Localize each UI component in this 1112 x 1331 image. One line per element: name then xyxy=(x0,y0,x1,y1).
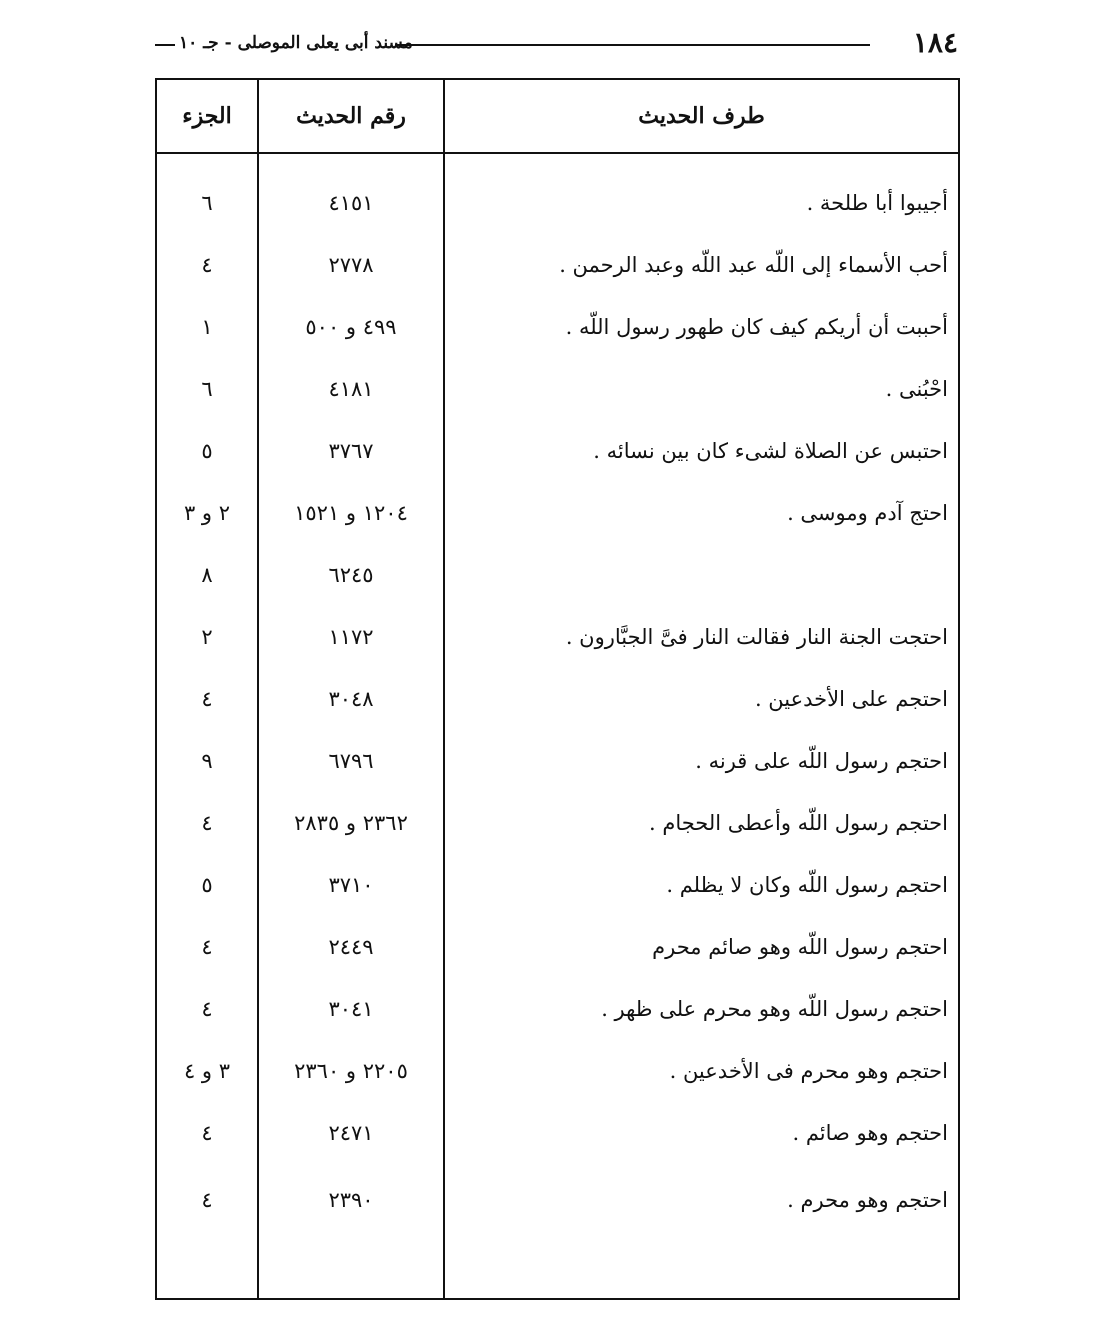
volume-number: ٤ xyxy=(156,1164,258,1299)
running-header xyxy=(155,26,958,60)
volume-number: ٢ xyxy=(156,606,258,668)
table-row xyxy=(156,668,959,730)
volume-number: ٤ xyxy=(156,234,258,296)
volume-number: ٤ xyxy=(156,792,258,854)
volume-number: ٥ xyxy=(156,854,258,916)
volume-number: ٩ xyxy=(156,730,258,792)
hadith-number: ٣٠٤٨ xyxy=(258,668,444,730)
table-row xyxy=(156,544,959,606)
volume-number: ٤ xyxy=(156,668,258,730)
column-header-volume: الجزء xyxy=(156,79,258,153)
hadith-number: ١١٧٢ xyxy=(258,606,444,668)
volume-number: ٤ xyxy=(156,916,258,978)
hadith-text: احتجم رسول اللّه وهو محرم على ظهر . xyxy=(444,978,959,1040)
table-row xyxy=(156,916,959,978)
hadith-text: احتجت الجنة النار فقالت النار فىَّ الجبَّارون . xyxy=(444,606,959,668)
hadith-text: أجيبوا أبا طلحة . xyxy=(444,153,959,234)
column-header-number: رقم الحديث xyxy=(258,79,444,153)
column-header-hadith: طرف الحديث xyxy=(444,79,959,153)
page-number: ١٨٤ xyxy=(912,26,958,59)
table-row xyxy=(156,854,959,916)
header-rule xyxy=(395,44,870,46)
header-rule-end xyxy=(155,44,175,46)
hadith-number: ٣٠٤١ xyxy=(258,978,444,1040)
hadith-text: احتجم رسول اللّه على قرنه . xyxy=(444,730,959,792)
table-row xyxy=(156,420,959,482)
volume-number: ٨ xyxy=(156,544,258,606)
hadith-index-table xyxy=(155,78,960,1300)
hadith-text: احْبُنى . xyxy=(444,358,959,420)
hadith-number: ٤١٥١ xyxy=(258,153,444,234)
volume-number: ٢ و ٣ xyxy=(156,482,258,544)
volume-number: ٤ xyxy=(156,978,258,1040)
hadith-number: ١٢٠٤ و ١٥٢١ xyxy=(258,482,444,544)
table-row xyxy=(156,978,959,1040)
volume-number: ٣ و ٤ xyxy=(156,1040,258,1102)
hadith-number: ٤١٨١ xyxy=(258,358,444,420)
table-row xyxy=(156,482,959,544)
volume-number: ٦ xyxy=(156,153,258,234)
table-row xyxy=(156,296,959,358)
table-row xyxy=(156,606,959,668)
hadith-text: احتبس عن الصلاة لشىء كان بين نسائه . xyxy=(444,420,959,482)
hadith-text: احتجم رسول اللّه وهو صائم محرم xyxy=(444,916,959,978)
volume-number: ١ xyxy=(156,296,258,358)
hadith-number: ٢٢٠٥ و ٢٣٦٠ xyxy=(258,1040,444,1102)
table-row xyxy=(156,1102,959,1164)
hadith-number: ٢٤٧١ xyxy=(258,1102,444,1164)
table-row xyxy=(156,358,959,420)
hadith-text: احتجم رسول اللّه وكان لا يظلم . xyxy=(444,854,959,916)
hadith-number: ٢٤٤٩ xyxy=(258,916,444,978)
volume-number: ٥ xyxy=(156,420,258,482)
running-title: مسند أبى يعلى الموصلى - جـ ١٠ xyxy=(179,33,413,53)
hadith-number: ٤٩٩ و ٥٠٠ xyxy=(258,296,444,358)
hadith-text xyxy=(444,544,959,606)
hadith-number: ٣٧٦٧ xyxy=(258,420,444,482)
table-row xyxy=(156,1040,959,1102)
hadith-text: احتج آدم وموسى . xyxy=(444,482,959,544)
hadith-text: احتجم وهو صائم . xyxy=(444,1102,959,1164)
hadith-number: ٣٧١٠ xyxy=(258,854,444,916)
table-row xyxy=(156,730,959,792)
table-row xyxy=(156,153,959,234)
table-header-row xyxy=(156,79,959,153)
hadith-number: ٦٧٩٦ xyxy=(258,730,444,792)
hadith-number: ٢٣٦٢ و ٢٨٣٥ xyxy=(258,792,444,854)
hadith-text: احتجم رسول اللّه وأعطى الحجام . xyxy=(444,792,959,854)
table-row xyxy=(156,234,959,296)
table-row xyxy=(156,1164,959,1299)
hadith-number: ٢٣٩٠ xyxy=(258,1164,444,1299)
hadith-text: احتجم على الأخدعين . xyxy=(444,668,959,730)
hadith-text: أحببت أن أريكم كيف كان طهور رسول اللّه . xyxy=(444,296,959,358)
volume-number: ٤ xyxy=(156,1102,258,1164)
hadith-text: احتجم وهو محرم فى الأخدعين . xyxy=(444,1040,959,1102)
volume-number: ٦ xyxy=(156,358,258,420)
hadith-number: ٦٢٤٥ xyxy=(258,544,444,606)
hadith-number: ٢٧٧٨ xyxy=(258,234,444,296)
hadith-text: أحب الأسماء إلى اللّه عبد اللّه وعبد الرحمن . xyxy=(444,234,959,296)
hadith-text: احتجم وهو محرم . xyxy=(444,1164,959,1299)
table-row xyxy=(156,792,959,854)
